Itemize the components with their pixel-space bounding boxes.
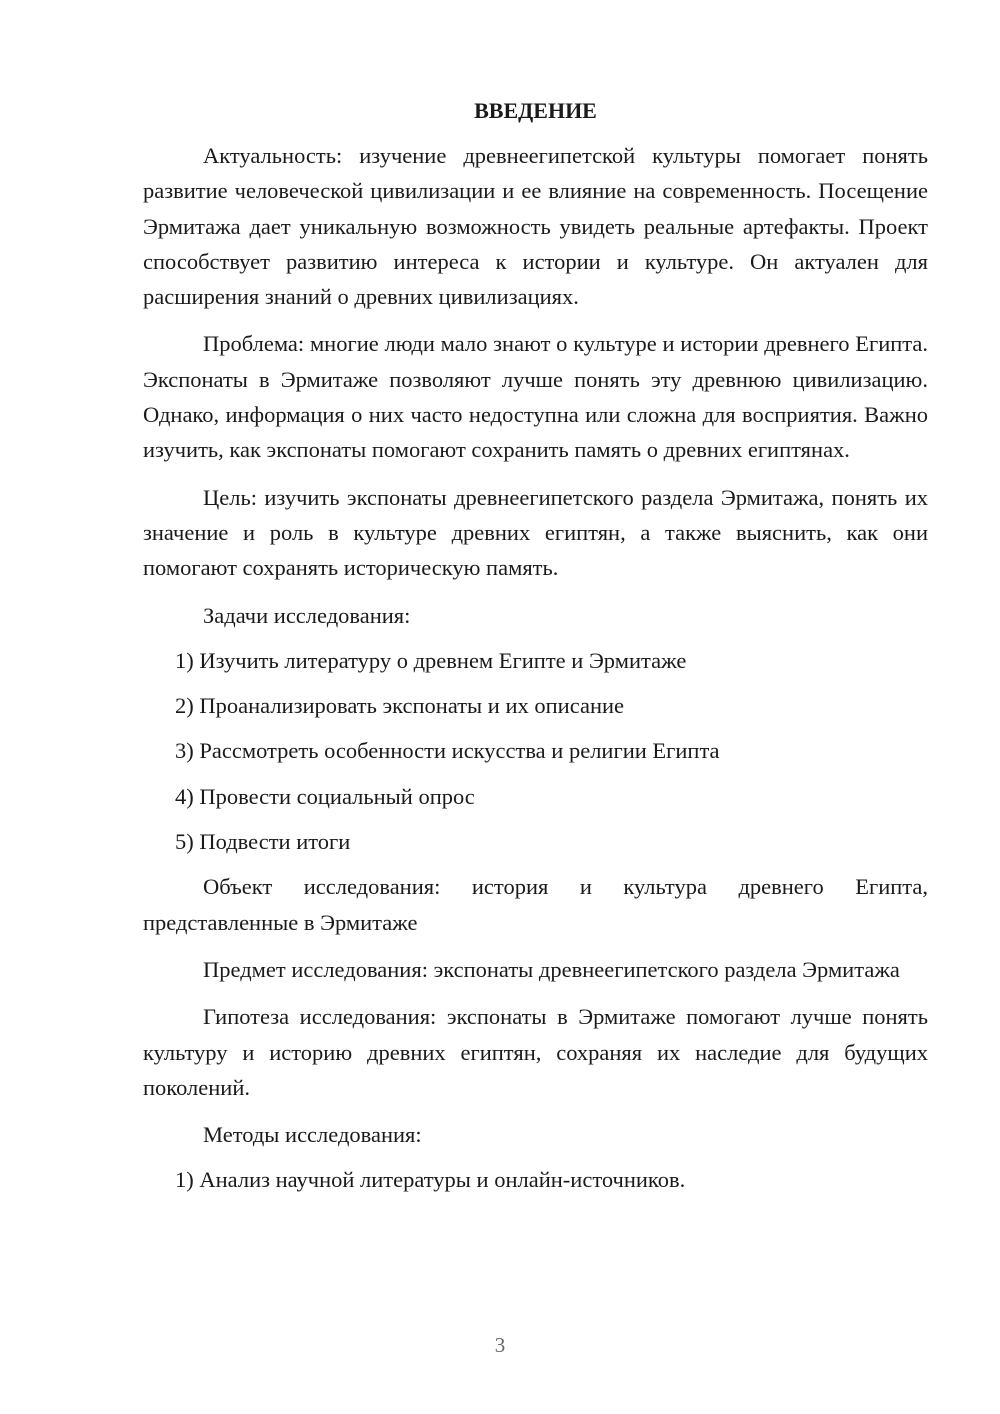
tasks-list	[143, 643, 928, 859]
document-page	[143, 96, 928, 1208]
list-item: 1) Анализ научной литературы и онлайн-источников.	[175, 1167, 686, 1193]
page-number: 3	[494, 1333, 506, 1357]
object-paragraph: Объект исследования: история и культура древнего Египта, представленные в Эрмитаже	[143, 874, 928, 935]
list-item: 5) Подвести итоги	[175, 829, 351, 855]
methods-heading: Методы исследования:	[203, 1122, 422, 1148]
list-item: 3) Рассмотреть особенности искусства и религии Египта	[175, 738, 720, 764]
hypothesis-paragraph: Гипотеза исследования: экспонаты в Эрмитаже помогают лучше понять культуру и историю древних египтян, сохраняя их наследие для будущих поколений.	[143, 1004, 928, 1100]
relevance-paragraph: Актуальность: изучение древнеегипетской культуры помогает понять развитие человеческой цивилизации и ее влияние на современность. Посещение Эрмитажа дает уникальную возможность увидеть реальные артефакты. Проект способствует развитию интереса к истории и культуре. Он актуален для расширения знаний о древних цивилизациях.	[143, 143, 928, 310]
tasks-heading: Задачи исследования:	[203, 602, 411, 628]
list-item: 1) Изучить литературу о древнем Египте и Эрмитаже	[175, 647, 687, 673]
problem-paragraph: Проблема: многие люди мало знают о культуре и истории древнего Египта. Экспонаты в Эрмитаже позволяют лучше понять эту древнюю цивилизацию. Однако, информация о них часто недоступна или сложна для восприятия. Важно изучить, как экспонаты помогают сохранить память о древних египтянах.	[143, 331, 928, 463]
list-item: 4) Провести социальный опрос	[175, 783, 475, 809]
page-title: ВВЕДЕНИЕ	[474, 98, 597, 123]
subject-paragraph: Предмет исследования: экспонаты древнеегипетского раздела Эрмитажа	[203, 956, 900, 982]
list-item: 2) Проанализировать экспонаты и их описание	[175, 693, 625, 719]
methods-list	[143, 1162, 928, 1197]
goal-paragraph: Цель: изучить экспонаты древнеегипетского раздела Эрмитажа, понять их значение и роль в культуре древних египтян, а также выяснить, как они помогают сохранять историческую память.	[143, 484, 928, 581]
